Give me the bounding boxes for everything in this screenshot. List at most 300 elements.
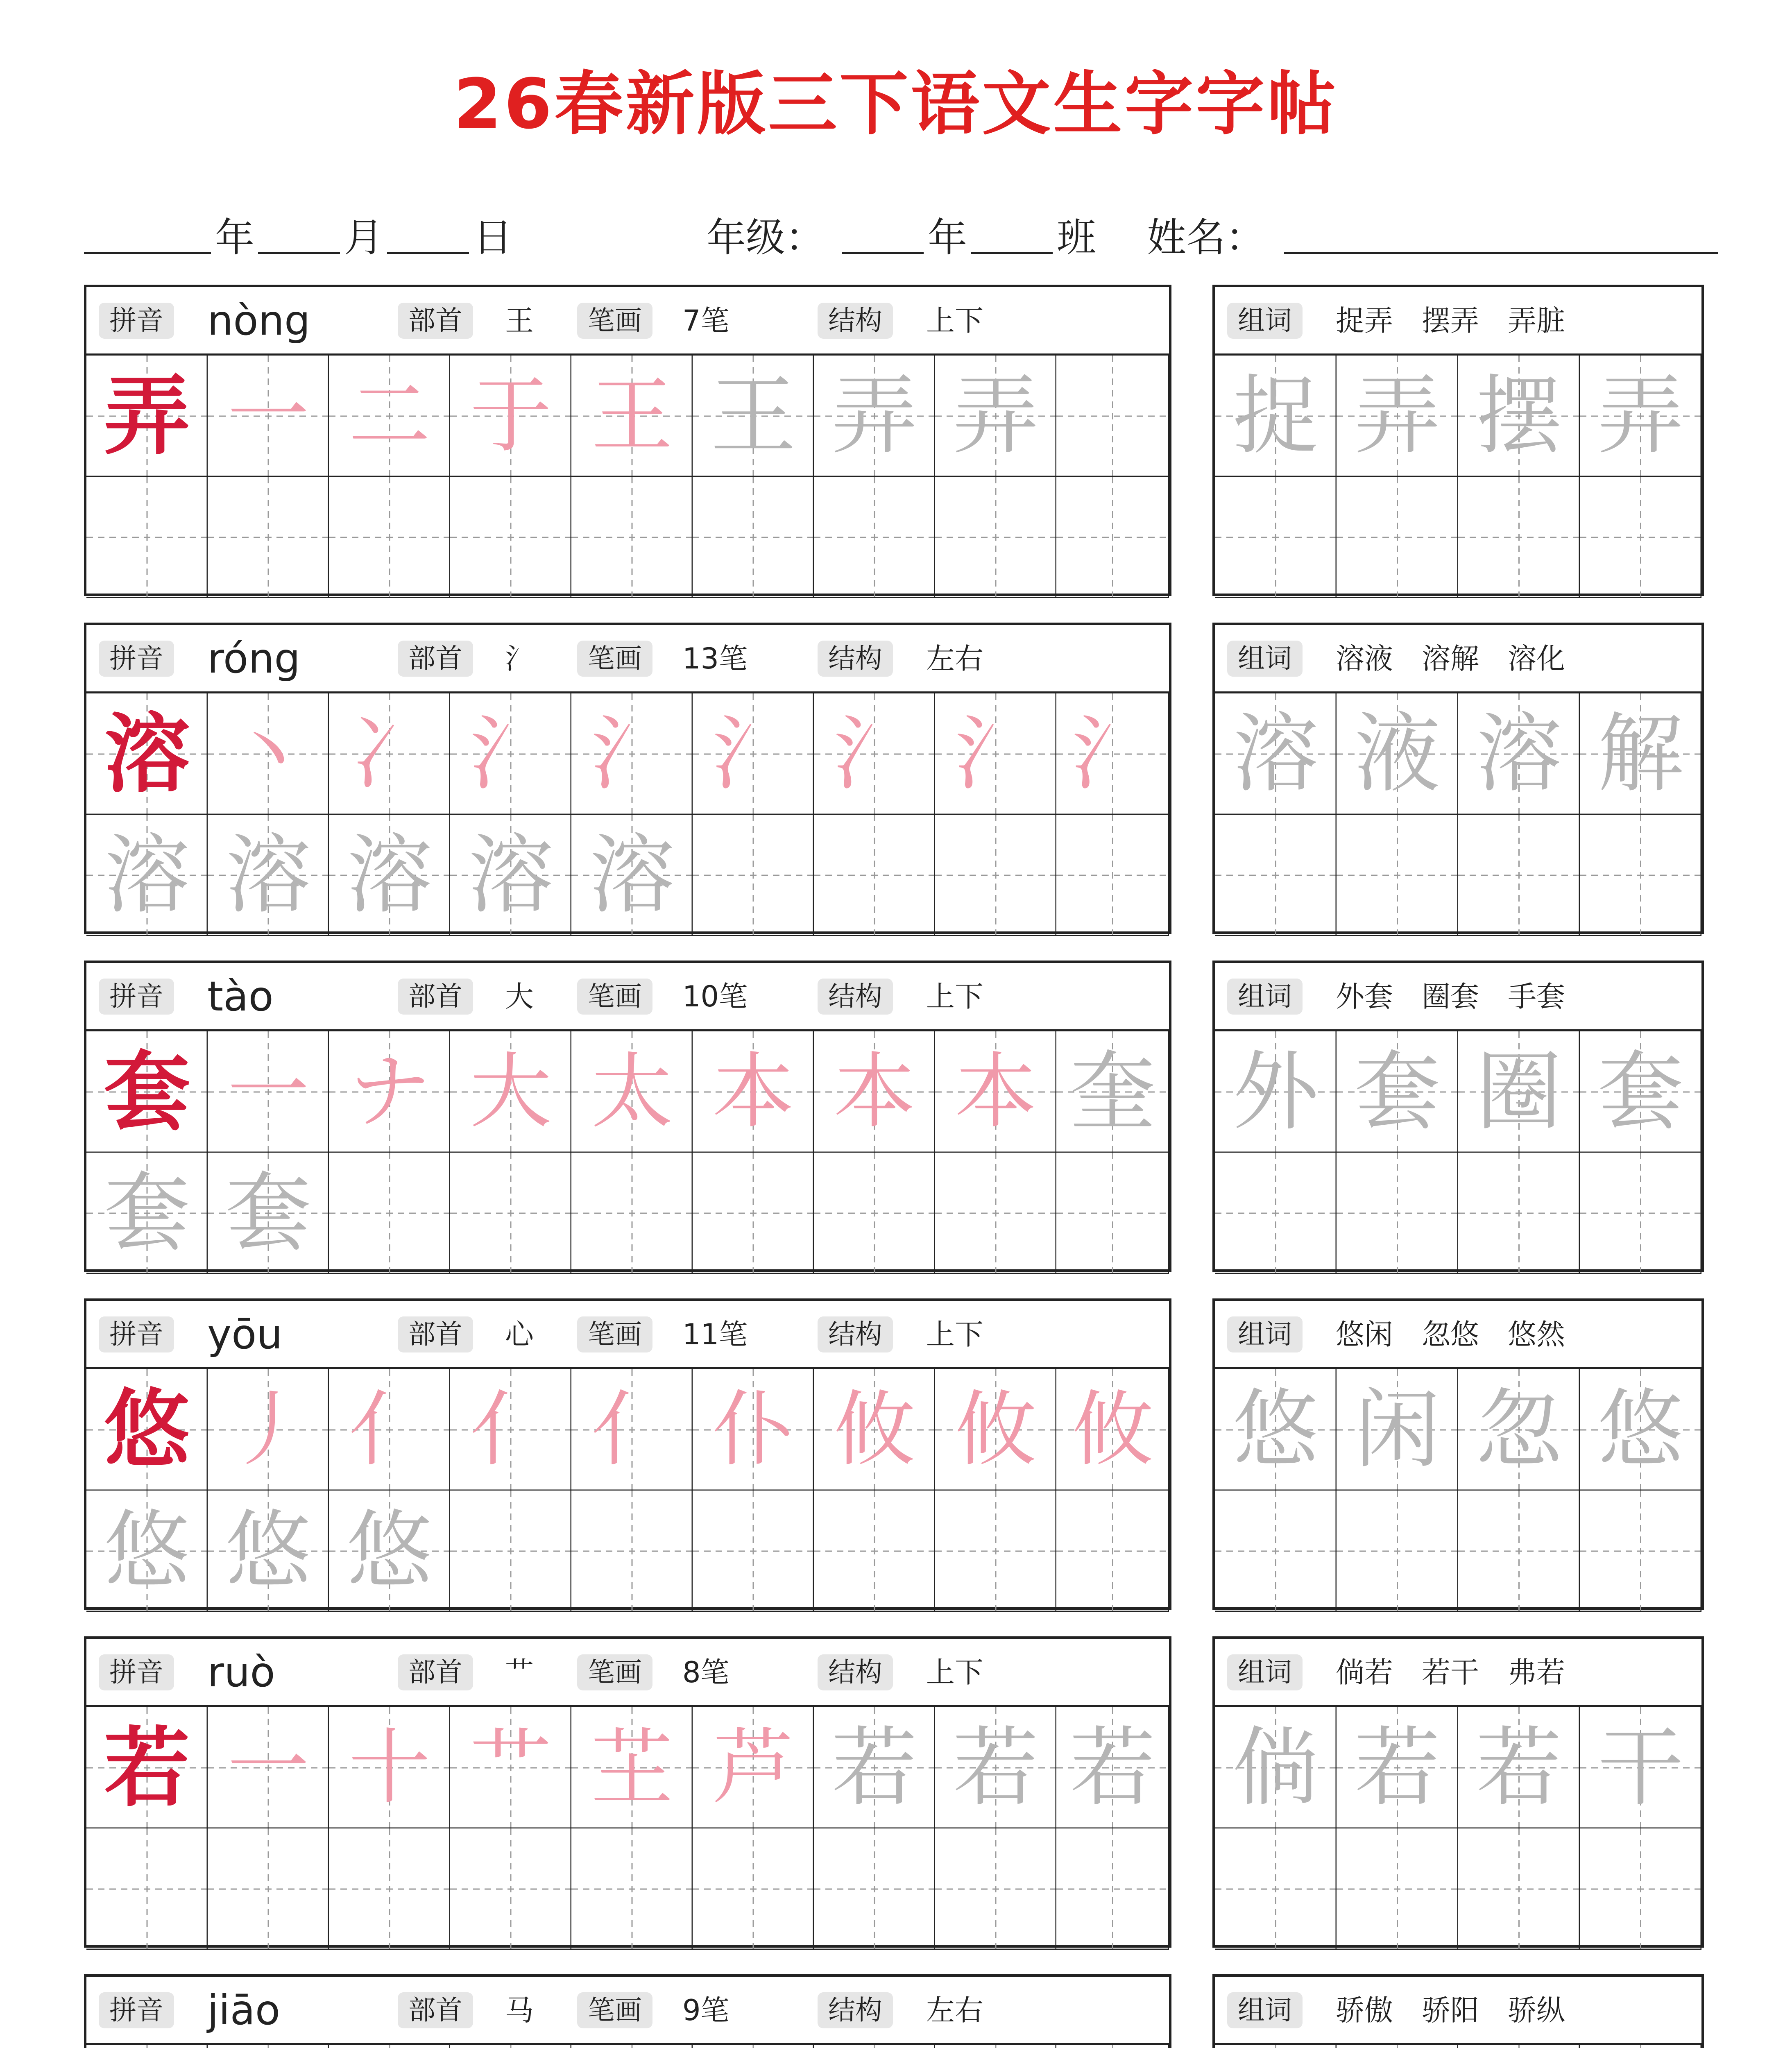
stroke-step-char: 于	[469, 368, 552, 464]
practice-cell[interactable]	[208, 1828, 329, 1950]
stroke-step-char: 氵	[1072, 706, 1154, 802]
name-label: 姓名：	[1147, 215, 1265, 261]
structure-value: 上下	[926, 304, 983, 338]
practice-cell[interactable]	[208, 1031, 329, 1153]
stroke-step-char: 一	[227, 1044, 309, 1140]
radical-tag: 部首	[398, 1316, 473, 1352]
word-trace-char: 若	[1354, 1717, 1441, 1818]
grade-year-label: 年	[928, 215, 967, 261]
practice-cell[interactable]	[208, 1369, 329, 1491]
practice-cell[interactable]	[571, 1491, 693, 1612]
stroke-step-char: 悠	[346, 1501, 433, 1601]
stroke-step-char: 十	[348, 1720, 430, 1815]
practice-cell[interactable]	[935, 1153, 1056, 1274]
word-cell[interactable]	[1580, 2045, 1701, 2048]
practice-cell[interactable]	[1056, 1153, 1169, 1274]
pinyin-tag: 拼音	[99, 1316, 174, 1352]
stroke-step-char: 芦	[712, 1720, 794, 1815]
word-practice-panel	[1212, 1298, 1704, 1610]
practice-cell[interactable]	[329, 1707, 450, 1828]
stroke-step-char: 溶	[225, 825, 311, 925]
radical-tag: 部首	[398, 303, 473, 339]
word-cell[interactable]	[1337, 1491, 1458, 1612]
strokes-value: 7笔	[682, 304, 729, 338]
pinyin-value: róng	[207, 634, 300, 682]
word-practice-panel	[1212, 961, 1704, 1272]
practice-cell[interactable]	[450, 2045, 571, 2048]
practice-cell[interactable]	[329, 1369, 450, 1491]
stroke-step-char: 一	[227, 368, 309, 464]
practice-cell[interactable]	[935, 1031, 1056, 1153]
grade-class-label: 班	[1057, 215, 1096, 261]
stroke-step-char: 王	[591, 368, 673, 464]
stroke-step-char	[814, 2045, 935, 2048]
practice-cell[interactable]	[814, 2045, 935, 2048]
practice-cell[interactable]	[1056, 815, 1169, 936]
stroke-step-char: 芏	[591, 1720, 673, 1815]
practice-cell[interactable]	[329, 693, 450, 815]
stroke-step-char	[329, 2045, 450, 2048]
word-cell[interactable]	[1580, 815, 1701, 936]
model-char: 套	[104, 1041, 190, 1142]
practice-cell[interactable]	[450, 1828, 571, 1950]
word-practice-panel	[1212, 1636, 1704, 1948]
practice-cell[interactable]	[1056, 1491, 1169, 1612]
practice-cell[interactable]	[208, 2045, 329, 2048]
practice-cell[interactable]	[935, 1828, 1056, 1950]
practice-cell[interactable]	[693, 1369, 814, 1491]
practice-cell[interactable]	[208, 356, 329, 477]
word-cell[interactable]	[1337, 1828, 1458, 1950]
pinyin-value: jiāo	[207, 1986, 281, 2034]
stroke-practice-panel	[84, 961, 1171, 1272]
words-value: 骄傲 骄阳 骄纵	[1336, 1994, 1565, 2027]
practice-cell[interactable]	[86, 1491, 208, 1612]
stroke-step-char	[450, 2045, 571, 2048]
model-char: 悠	[104, 1379, 190, 1480]
word-cell[interactable]	[1215, 356, 1337, 477]
char-info-header	[86, 1639, 1169, 1707]
stroke-step-char: 氵	[712, 706, 794, 802]
practice-cell[interactable]	[814, 693, 935, 815]
stroke-step-char: 一	[227, 1720, 309, 1815]
practice-cell[interactable]	[208, 1491, 329, 1612]
structure-value: 上下	[926, 980, 983, 1013]
word-cell[interactable]	[1337, 2045, 1458, 2048]
practice-cell[interactable]	[450, 693, 571, 815]
word-trace-char	[1215, 2045, 1337, 2048]
stroke-practice-panel	[84, 1974, 1171, 2048]
strokes-tag: 笔画	[577, 1654, 652, 1690]
practice-cell[interactable]	[814, 1031, 935, 1153]
practice-cell[interactable]	[935, 693, 1056, 815]
stroke-practice-panel	[84, 1636, 1171, 1948]
practice-cell[interactable]	[693, 1153, 814, 1274]
stroke-step-char	[571, 2045, 693, 2048]
practice-cell[interactable]	[693, 815, 814, 936]
words-value: 外套 圈套 手套	[1336, 980, 1565, 1013]
stroke-step-char: 悠	[104, 1501, 190, 1601]
stroke-step-char: 本	[833, 1044, 915, 1140]
practice-cell[interactable]	[935, 815, 1056, 936]
structure-value: 左右	[926, 1994, 983, 2027]
words-tag: 组词	[1227, 979, 1303, 1015]
word-cell[interactable]	[1458, 2045, 1580, 2048]
practice-cell[interactable]	[1056, 1031, 1169, 1153]
word-cell[interactable]	[1215, 2045, 1337, 2048]
stroke-step-char: 王	[710, 366, 796, 466]
word-cell[interactable]	[1337, 815, 1458, 936]
words-tag: 组词	[1227, 1654, 1303, 1690]
word-cell[interactable]	[1458, 1828, 1580, 1950]
stroke-step-char: 奎	[1069, 1042, 1156, 1142]
word-practice-panel	[1212, 285, 1704, 596]
word-cell[interactable]	[1458, 815, 1580, 936]
practice-cell[interactable]	[571, 2045, 693, 2048]
pinyin-tag: 拼音	[99, 979, 174, 1015]
word-trace-char: 溶	[1232, 704, 1319, 804]
word-trace-char: 闲	[1354, 1380, 1441, 1480]
radical-tag: 部首	[398, 979, 473, 1015]
word-cell[interactable]	[1215, 815, 1337, 936]
stroke-step-char: 若	[1069, 1717, 1156, 1818]
practice-cell[interactable]	[329, 815, 450, 936]
practice-cell[interactable]	[814, 815, 935, 936]
word-trace-char: 弄	[1354, 366, 1441, 466]
practice-cell[interactable]	[1056, 1707, 1169, 1828]
practice-cell[interactable]	[814, 477, 935, 598]
word-cell[interactable]	[1458, 1707, 1580, 1828]
model-char: 溶	[104, 703, 190, 804]
practice-cell[interactable]	[814, 1369, 935, 1491]
month-blank[interactable]	[258, 252, 340, 254]
practice-cell[interactable]	[450, 1491, 571, 1612]
practice-cell[interactable]	[571, 815, 693, 936]
strokes-value: 8笔	[682, 1656, 729, 1689]
practice-cell[interactable]	[208, 1707, 329, 1828]
char-info-header	[86, 625, 1169, 693]
word-cell[interactable]	[1215, 1828, 1337, 1950]
structure-tag: 结构	[818, 641, 893, 677]
strokes-value: 9笔	[682, 1994, 729, 2027]
word-cell[interactable]	[1337, 1031, 1458, 1153]
stroke-step-char	[935, 2045, 1056, 2048]
word-cell[interactable]	[1215, 477, 1337, 598]
char-info-header	[86, 287, 1169, 356]
practice-cell[interactable]	[86, 1031, 208, 1153]
word-cell[interactable]	[1215, 1153, 1337, 1274]
radical-tag: 部首	[398, 1992, 473, 2028]
stroke-step-char: 攸	[1072, 1382, 1154, 1477]
radical-value: 马	[505, 1994, 534, 2027]
stroke-step-char: 攸	[833, 1382, 915, 1477]
practice-cell[interactable]	[571, 356, 693, 477]
stroke-step-char: 本	[712, 1044, 794, 1140]
practice-cell[interactable]	[329, 2045, 450, 2048]
practice-cell[interactable]	[693, 1707, 814, 1828]
word-cell[interactable]	[1458, 477, 1580, 598]
date-row	[84, 201, 1718, 266]
stroke-step-char: 氵	[833, 706, 915, 802]
practice-cell[interactable]	[208, 693, 329, 815]
practice-cell[interactable]	[693, 1031, 814, 1153]
stroke-step-char: ナ	[348, 1044, 430, 1140]
practice-cell[interactable]	[329, 1491, 450, 1612]
word-cell[interactable]	[1337, 1153, 1458, 1274]
word-trace-char: 解	[1597, 704, 1684, 804]
practice-cell[interactable]	[1056, 2045, 1169, 2048]
words-value: 捉弄 摆弄 弄脏	[1336, 304, 1565, 338]
practice-cell[interactable]	[86, 1369, 208, 1491]
word-cell[interactable]	[1458, 1369, 1580, 1491]
word-trace-char: 液	[1354, 704, 1441, 804]
char-info-header	[86, 1977, 1169, 2045]
radical-value: 氵	[505, 642, 534, 675]
word-cell[interactable]	[1337, 1369, 1458, 1491]
practice-cell[interactable]	[571, 1369, 693, 1491]
word-trace-char: 外	[1232, 1042, 1319, 1142]
year-blank[interactable]	[84, 252, 211, 254]
stroke-step-char	[693, 2045, 814, 2048]
pinyin-value: yōu	[207, 1310, 283, 1358]
practice-cell[interactable]	[693, 1491, 814, 1612]
word-trace-char: 套	[1354, 1042, 1441, 1142]
month-label: 月	[344, 215, 383, 261]
word-cell[interactable]	[1458, 693, 1580, 815]
word-trace-char: 套	[1597, 1042, 1684, 1142]
stroke-step-char: 仆	[712, 1382, 794, 1477]
radical-value: 艹	[505, 1656, 534, 1689]
words-value: 悠闲 忽悠 悠然	[1336, 1318, 1565, 1351]
word-cell[interactable]	[1458, 1031, 1580, 1153]
grade-class-blank[interactable]	[971, 252, 1053, 254]
word-cell[interactable]	[1458, 1491, 1580, 1612]
char-info-header	[86, 1301, 1169, 1369]
word-cell[interactable]	[1580, 356, 1701, 477]
structure-value: 左右	[926, 642, 983, 675]
stroke-step-char: 亻	[469, 1382, 552, 1477]
word-cell[interactable]	[1580, 1153, 1701, 1274]
strokes-value: 13笔	[682, 642, 748, 675]
words-tag: 组词	[1227, 1316, 1303, 1352]
word-cell[interactable]	[1580, 1031, 1701, 1153]
practice-cell[interactable]	[86, 1828, 208, 1950]
word-trace-char: 弄	[1597, 366, 1684, 466]
radical-tag: 部首	[398, 641, 473, 677]
practice-cell[interactable]	[935, 2045, 1056, 2048]
stroke-step-char: 亻	[591, 1382, 673, 1477]
practice-cell[interactable]	[450, 1369, 571, 1491]
stroke-step-char: 大	[469, 1044, 552, 1140]
stroke-step-char: 氵	[954, 706, 1037, 802]
word-header	[1215, 287, 1701, 356]
stroke-step-char: 溶	[104, 825, 190, 925]
structure-value: 上下	[926, 1656, 983, 1689]
words-value: 倘若 若干 弗若	[1336, 1656, 1565, 1689]
practice-cell[interactable]	[329, 1828, 450, 1950]
practice-cell[interactable]	[329, 1031, 450, 1153]
stroke-step-char: 套	[225, 1163, 311, 1263]
practice-cell[interactable]	[86, 1153, 208, 1274]
practice-cell[interactable]	[450, 815, 571, 936]
practice-cell[interactable]	[571, 1153, 693, 1274]
practice-cell[interactable]	[693, 477, 814, 598]
practice-cell[interactable]	[86, 477, 208, 598]
practice-cell[interactable]	[814, 1491, 935, 1612]
stroke-step-char: 若	[831, 1717, 918, 1818]
practice-cell[interactable]	[571, 1707, 693, 1828]
radical-tag: 部首	[398, 1654, 473, 1690]
strokes-value: 11笔	[682, 1318, 748, 1351]
practice-cell[interactable]	[86, 1707, 208, 1828]
practice-cell[interactable]	[814, 356, 935, 477]
word-cell[interactable]	[1215, 1707, 1337, 1828]
pinyin-value: tào	[207, 972, 274, 1020]
practice-cell[interactable]	[693, 693, 814, 815]
word-cell[interactable]	[1580, 477, 1701, 598]
practice-cell[interactable]	[1056, 1369, 1169, 1491]
word-trace-char	[1337, 2045, 1458, 2048]
word-cell[interactable]	[1580, 693, 1701, 815]
stroke-step-char: 本	[954, 1044, 1037, 1140]
practice-cell[interactable]	[86, 356, 208, 477]
practice-cell[interactable]	[571, 1031, 693, 1153]
word-cell[interactable]	[1337, 693, 1458, 815]
year-label: 年	[215, 215, 254, 261]
stroke-step-char: 冫	[348, 706, 430, 802]
stroke-step-char: 溶	[589, 825, 675, 925]
word-header	[1215, 625, 1701, 693]
practice-cell[interactable]	[814, 1828, 935, 1950]
word-trace-char: 溶	[1476, 704, 1562, 804]
stroke-step-char	[1056, 2045, 1169, 2048]
char-info-header	[86, 963, 1169, 1031]
practice-cell[interactable]	[571, 477, 693, 598]
practice-cell[interactable]	[935, 477, 1056, 598]
word-cell[interactable]	[1337, 1707, 1458, 1828]
model-char	[86, 2045, 208, 2048]
word-cell[interactable]	[1580, 1491, 1701, 1612]
word-cell[interactable]	[1580, 1707, 1701, 1828]
practice-cell[interactable]	[571, 1828, 693, 1950]
word-practice-panel	[1212, 623, 1704, 934]
stroke-step-char: 丿	[227, 1382, 309, 1477]
word-cell[interactable]	[1215, 1491, 1337, 1612]
stroke-step-char: 氵	[469, 706, 552, 802]
practice-cell[interactable]	[86, 693, 208, 815]
structure-value: 上下	[926, 1318, 983, 1351]
word-trace-char: 忽	[1476, 1380, 1562, 1480]
practice-cell[interactable]	[208, 1153, 329, 1274]
word-trace-char: 干	[1597, 1717, 1684, 1818]
practice-cell[interactable]	[935, 1369, 1056, 1491]
word-header	[1215, 1301, 1701, 1369]
word-trace-char: 捉	[1232, 366, 1319, 466]
word-header	[1215, 1977, 1701, 2045]
stroke-step-char	[208, 2045, 329, 2048]
practice-cell[interactable]	[450, 1707, 571, 1828]
word-cell[interactable]	[1458, 1153, 1580, 1274]
practice-cell[interactable]	[450, 1031, 571, 1153]
practice-cell[interactable]	[935, 1491, 1056, 1612]
word-cell[interactable]	[1215, 1031, 1337, 1153]
stroke-step-char: 弄	[831, 366, 918, 466]
practice-cell[interactable]	[1056, 1828, 1169, 1950]
practice-cell[interactable]	[935, 356, 1056, 477]
pinyin-tag: 拼音	[99, 1992, 174, 2028]
stroke-step-char: 二	[348, 368, 430, 464]
strokes-tag: 笔画	[577, 1316, 652, 1352]
practice-cell[interactable]	[1056, 477, 1169, 598]
practice-cell[interactable]	[814, 1153, 935, 1274]
word-cell[interactable]	[1337, 477, 1458, 598]
practice-cell[interactable]	[86, 815, 208, 936]
practice-cell[interactable]	[1056, 693, 1169, 815]
practice-cell[interactable]	[571, 693, 693, 815]
word-cell[interactable]	[1580, 1369, 1701, 1491]
practice-cell[interactable]	[693, 1828, 814, 1950]
stroke-practice-panel	[84, 623, 1171, 934]
word-trace-char	[1458, 2045, 1580, 2048]
word-cell[interactable]	[1215, 1369, 1337, 1491]
practice-cell[interactable]	[208, 477, 329, 598]
strokes-value: 10笔	[682, 980, 748, 1013]
grade-year-blank[interactable]	[842, 252, 924, 254]
stroke-step-char: 亻	[348, 1382, 430, 1477]
stroke-step-char: 氵	[591, 706, 673, 802]
practice-cell[interactable]	[329, 356, 450, 477]
pinyin-tag: 拼音	[99, 1654, 174, 1690]
day-blank[interactable]	[387, 252, 469, 254]
practice-cell[interactable]	[935, 1707, 1056, 1828]
strokes-tag: 笔画	[577, 1992, 652, 2028]
stroke-practice-panel	[84, 1298, 1171, 1610]
word-trace-char: 悠	[1232, 1380, 1319, 1480]
practice-cell[interactable]	[693, 2045, 814, 2048]
word-cell[interactable]	[1580, 1828, 1701, 1950]
practice-cell[interactable]	[450, 1153, 571, 1274]
practice-cell[interactable]	[329, 477, 450, 598]
practice-cell[interactable]	[814, 1707, 935, 1828]
words-value: 溶液 溶解 溶化	[1336, 642, 1565, 675]
stroke-step-char: 艹	[469, 1720, 552, 1815]
structure-tag: 结构	[818, 979, 893, 1015]
practice-cell[interactable]	[208, 815, 329, 936]
pinyin-tag: 拼音	[99, 641, 174, 677]
practice-cell[interactable]	[450, 356, 571, 477]
radical-value: 心	[505, 1318, 534, 1351]
word-cell[interactable]	[1215, 693, 1337, 815]
model-char: 若	[104, 1717, 190, 1818]
practice-cell[interactable]	[693, 356, 814, 477]
practice-cell[interactable]	[450, 477, 571, 598]
structure-tag: 结构	[818, 1654, 893, 1690]
word-cell[interactable]	[1458, 356, 1580, 477]
pinyin-value: ruò	[207, 1648, 275, 1696]
practice-cell[interactable]	[329, 1153, 450, 1274]
practice-cell[interactable]	[1056, 356, 1169, 477]
stroke-step-char: 悠	[225, 1501, 311, 1601]
word-trace-char: 悠	[1597, 1380, 1684, 1480]
stroke-step-char: 太	[591, 1044, 673, 1140]
stroke-step-char: 套	[104, 1163, 190, 1263]
practice-cell[interactable]	[86, 2045, 208, 2048]
page-title: 26春新版三下语文生字字帖	[453, 64, 1339, 144]
name-blank[interactable]	[1284, 252, 1718, 254]
day-label: 日	[473, 215, 512, 261]
word-cell[interactable]	[1337, 356, 1458, 477]
word-trace-char: 倘	[1232, 1717, 1319, 1818]
